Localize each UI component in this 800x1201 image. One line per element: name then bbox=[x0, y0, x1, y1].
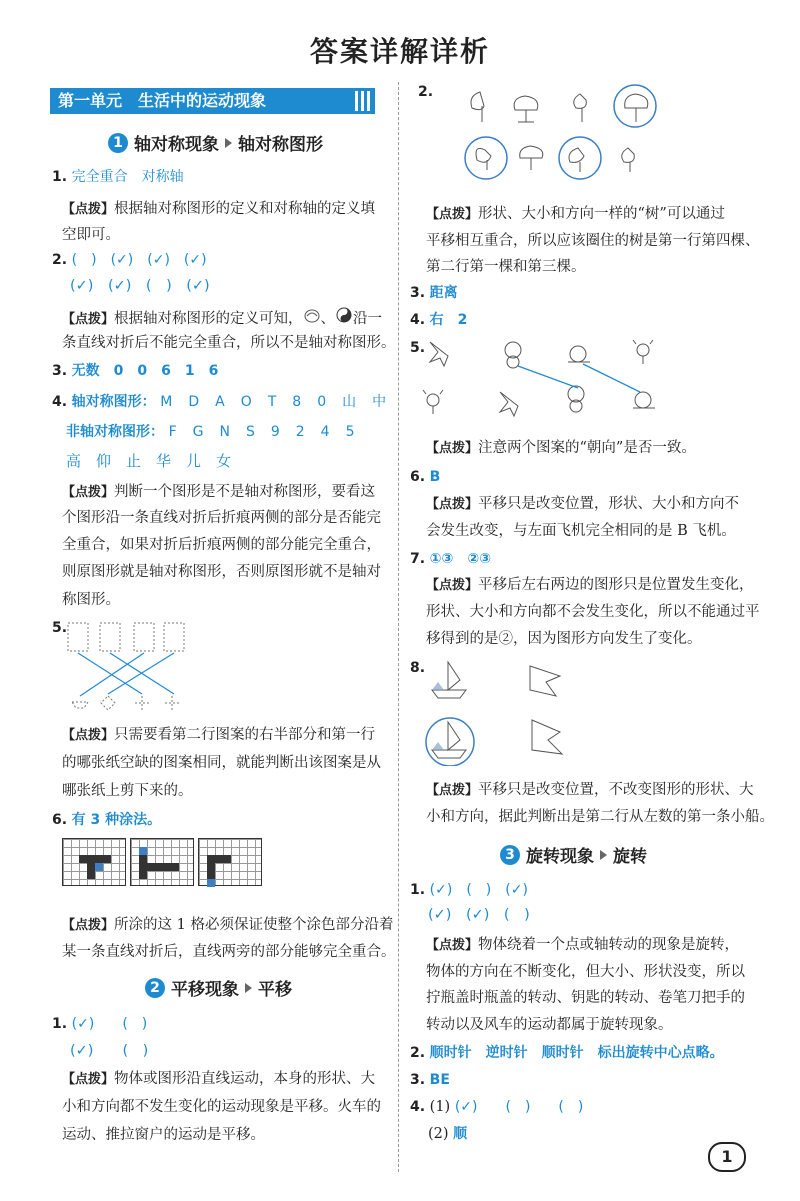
answer: BE bbox=[429, 1072, 450, 1088]
tip-text: 个图形沿一条直线对折后折痕两侧的部分是否能完 bbox=[62, 510, 381, 526]
question-number: 8. bbox=[410, 660, 426, 676]
trees-figure bbox=[430, 82, 670, 182]
tip-text: 形状、大小和方向都不会发生变化，所以不能通过平 bbox=[426, 604, 760, 620]
question-6 bbox=[52, 810, 161, 830]
tip-line bbox=[62, 915, 393, 936]
tip-text: 则原图形就是轴对称图形，否则原图形就不是轴对 bbox=[62, 564, 381, 580]
tip-label: 【点拨】 bbox=[426, 938, 479, 953]
question-number: 6. bbox=[52, 812, 68, 828]
section-3-question-3 bbox=[410, 1070, 450, 1090]
yin-yang-icon bbox=[335, 307, 353, 323]
tip-text: 所涂的这 1 格必须保证使整个涂色部分沿着 bbox=[114, 917, 394, 933]
grid-figure-3 bbox=[198, 838, 262, 886]
answer: 完全重合 对称轴 bbox=[71, 169, 184, 185]
question-number: 1. bbox=[52, 1016, 68, 1032]
sub-question-label: (1) bbox=[429, 1099, 451, 1115]
question-number: 1. bbox=[52, 169, 68, 185]
answer-row: (✓) ( ) bbox=[70, 1043, 149, 1059]
column-divider bbox=[398, 82, 399, 1172]
answer: 有 3 种涂法。 bbox=[71, 812, 162, 828]
answer: 右 2 bbox=[429, 312, 468, 328]
tip-text: 、 bbox=[320, 311, 336, 327]
question-number: 4. bbox=[410, 1099, 426, 1115]
section-subtitle: 旋转 bbox=[613, 847, 647, 867]
section-3-question-2 bbox=[410, 1043, 724, 1063]
question-3 bbox=[410, 283, 458, 303]
tip-label: 【点拨】 bbox=[426, 207, 479, 222]
answer-row: (✓) (✓) ( ) bbox=[428, 907, 530, 923]
tip-text: 拧瓶盖时瓶盖的转动、钥匙的转动、卷笔刀把手的 bbox=[426, 990, 745, 1006]
question-number: 6. bbox=[410, 469, 426, 485]
sub-question-2 bbox=[428, 1124, 467, 1144]
page-number: 1 bbox=[708, 1142, 746, 1172]
tip-line bbox=[426, 575, 754, 596]
tip-line bbox=[62, 307, 382, 330]
section-number-badge: 3 bbox=[500, 845, 520, 865]
tip-text: 物体绕着一个点或轴转动的现象是旋转， bbox=[478, 937, 740, 953]
answer: 高 仰 止 华 儿 女 bbox=[66, 452, 232, 470]
answer-row: (✓) ( ) bbox=[71, 1016, 148, 1032]
answer-row: (✓) ( ) ( ) bbox=[454, 1099, 584, 1115]
answer: M D A O T 8 0 山 中 bbox=[160, 394, 388, 410]
sailboats-figure bbox=[420, 656, 590, 766]
tip-text: 移得到的是②，因为图形方向发生了变化。 bbox=[426, 631, 702, 647]
section-subtitle: 平移 bbox=[258, 980, 292, 1000]
tip-text: 根据轴对称图形的定义和对称轴的定义填 bbox=[114, 201, 376, 217]
tip-line bbox=[62, 1069, 375, 1090]
question-7 bbox=[410, 549, 491, 569]
section-3-question-4 bbox=[410, 1097, 583, 1117]
arrow-icon bbox=[225, 138, 232, 148]
tip-label: 【点拨】 bbox=[62, 918, 115, 933]
page-title: 答案详解详析 bbox=[309, 35, 490, 68]
tip-text: 运动、推拉窗户的运动是平移。 bbox=[62, 1127, 265, 1143]
question-6 bbox=[410, 467, 440, 487]
tip-line bbox=[426, 935, 739, 956]
tip-label: 【点拨】 bbox=[426, 497, 479, 512]
tip-text: 平移只是改变位置，不改变图形的形状、大 bbox=[478, 782, 754, 798]
tip-text: 称图形。 bbox=[62, 592, 120, 608]
section-number-badge: 2 bbox=[145, 978, 165, 998]
question-number: 4. bbox=[410, 312, 426, 328]
question-number: 3. bbox=[410, 285, 426, 301]
tip-line bbox=[426, 780, 754, 801]
grid-figure-1 bbox=[62, 838, 126, 886]
grid-figure-2 bbox=[130, 838, 194, 886]
tip-text: 形状、大小和方向一样的“树”可以通过 bbox=[478, 206, 725, 222]
section-subtitle: 轴对称图形 bbox=[238, 135, 323, 155]
question-number: 3. bbox=[52, 363, 68, 379]
unit-title-bar bbox=[50, 88, 375, 114]
tip-label: 【点拨】 bbox=[62, 312, 115, 327]
tip-text: 沿一 bbox=[353, 311, 383, 327]
tip-line bbox=[426, 494, 739, 515]
tip-text: 某一条直线对折后，直线两旁的部分能够完全重合。 bbox=[62, 944, 396, 960]
tip-label: 【点拨】 bbox=[62, 485, 115, 500]
answer-label: 轴对称图形： bbox=[71, 394, 156, 410]
section-number-badge: 1 bbox=[108, 133, 128, 153]
question-number: 2. bbox=[52, 252, 68, 268]
snail-shape-icon bbox=[303, 307, 321, 323]
question-number: 1. bbox=[410, 882, 426, 898]
question-number: 2. bbox=[418, 84, 434, 100]
tip-line bbox=[62, 199, 375, 220]
tip-line bbox=[62, 725, 375, 746]
answer-row: ( ) (✓) (✓) (✓) bbox=[71, 252, 207, 268]
tip-line bbox=[426, 438, 696, 459]
tip-text: 判断一个图形是不是轴对称图形，要看这 bbox=[114, 484, 376, 500]
tip-label: 【点拨】 bbox=[426, 578, 479, 593]
answer: ①③ ②③ bbox=[429, 551, 492, 567]
tip-text: 条直线对折后不能完全重合，所以不是轴对称图形。 bbox=[62, 335, 396, 351]
tip-text: 注意两个图案的“朝向”是否一致。 bbox=[478, 440, 696, 456]
section-1-heading bbox=[108, 130, 323, 155]
section-2-question-1 bbox=[52, 1014, 147, 1034]
question-number: 3. bbox=[410, 1072, 426, 1088]
question-number: 4. bbox=[52, 394, 68, 410]
matching-paper-shapes-figure bbox=[62, 618, 192, 718]
tip-line bbox=[62, 482, 375, 503]
arrow-icon bbox=[600, 850, 607, 860]
tip-line bbox=[426, 204, 725, 225]
tip-text: 空即可。 bbox=[62, 227, 120, 243]
section-title: 平移现象 bbox=[171, 980, 239, 1000]
question-1 bbox=[52, 167, 184, 187]
matching-animals-figure bbox=[418, 336, 668, 426]
tip-text: 物体或图形沿直线运动，本身的形状、大 bbox=[114, 1071, 376, 1087]
tip-text: 第二行第一棵和第三棵。 bbox=[426, 259, 586, 275]
tip-text: 哪张纸上剪下来的。 bbox=[62, 783, 193, 799]
sub-question-label: (2) bbox=[428, 1126, 449, 1142]
answer-row: (✓) ( ) (✓) bbox=[429, 882, 528, 898]
answer: B bbox=[429, 469, 441, 485]
answer-label: 非轴对称图形： bbox=[66, 424, 164, 440]
question-number: 2. bbox=[410, 1045, 426, 1061]
arrow-icon bbox=[245, 983, 252, 993]
question-3 bbox=[52, 361, 218, 381]
tip-text: 物体的方向在不断变化，但大小、形状没变，所以 bbox=[426, 964, 745, 980]
tip-text: 的哪张纸空缺的图案相同，就能判断出该图案是从 bbox=[62, 755, 381, 771]
section-2-heading bbox=[145, 975, 292, 1000]
answer: 顺 bbox=[453, 1126, 468, 1142]
tip-label: 【点拨】 bbox=[62, 202, 115, 217]
answer: 无数 0 0 6 1 6 bbox=[71, 363, 219, 379]
tip-text: 根据轴对称图形的定义可知， bbox=[114, 311, 303, 327]
question-4 bbox=[410, 310, 467, 330]
tip-label: 【点拨】 bbox=[62, 1072, 115, 1087]
question-number: 7. bbox=[410, 551, 426, 567]
tip-label: 【点拨】 bbox=[426, 441, 479, 456]
answer: F G N S 9 2 4 5 bbox=[168, 424, 356, 440]
tip-text: 平移后左右两边的图形只是位置发生变化， bbox=[478, 577, 754, 593]
stripes-decoration bbox=[355, 91, 371, 111]
tip-text: 平移只是改变位置，形状、大小和方向不 bbox=[478, 496, 740, 512]
tip-text: 只需要看第二行图案的右半部分和第一行 bbox=[114, 727, 376, 743]
question-number: 5. bbox=[52, 620, 68, 636]
tip-text: 小和方向，据此判断出是第二行从左数的第一条小船。 bbox=[426, 809, 774, 825]
question-number: 5. bbox=[410, 340, 426, 356]
answer: 距离 bbox=[429, 285, 458, 301]
question-2 bbox=[52, 250, 207, 270]
tip-text: 小和方向都不发生变化的运动现象是平移。火车的 bbox=[62, 1099, 381, 1115]
tip-text: 会发生改变，与左面飞机完全相同的是 B 飞机。 bbox=[426, 523, 736, 539]
answer-row: (✓) (✓) ( ) (✓) bbox=[70, 278, 210, 294]
answer-line bbox=[66, 422, 356, 442]
tip-label: 【点拨】 bbox=[62, 728, 115, 743]
tip-text: 转动以及风车的运动都属于旋转现象。 bbox=[426, 1017, 673, 1033]
tip-text: 平移相互重合，所以应该圈住的树是第一行第四棵、 bbox=[426, 233, 760, 249]
tip-text: 全重合，如果对折后折痕两侧的部分能完全重合， bbox=[62, 537, 381, 553]
section-title: 轴对称现象 bbox=[134, 135, 219, 155]
question-4 bbox=[52, 392, 387, 412]
section-3-heading bbox=[500, 842, 647, 867]
tip-label: 【点拨】 bbox=[426, 783, 479, 798]
unit-title: 第一单元 生活中的运动现象 bbox=[58, 91, 267, 110]
section-title: 旋转现象 bbox=[526, 847, 594, 867]
section-3-question-1 bbox=[410, 880, 528, 900]
answer: 顺时针 逆时针 顺时针 标出旋转中心点略。 bbox=[429, 1045, 724, 1061]
